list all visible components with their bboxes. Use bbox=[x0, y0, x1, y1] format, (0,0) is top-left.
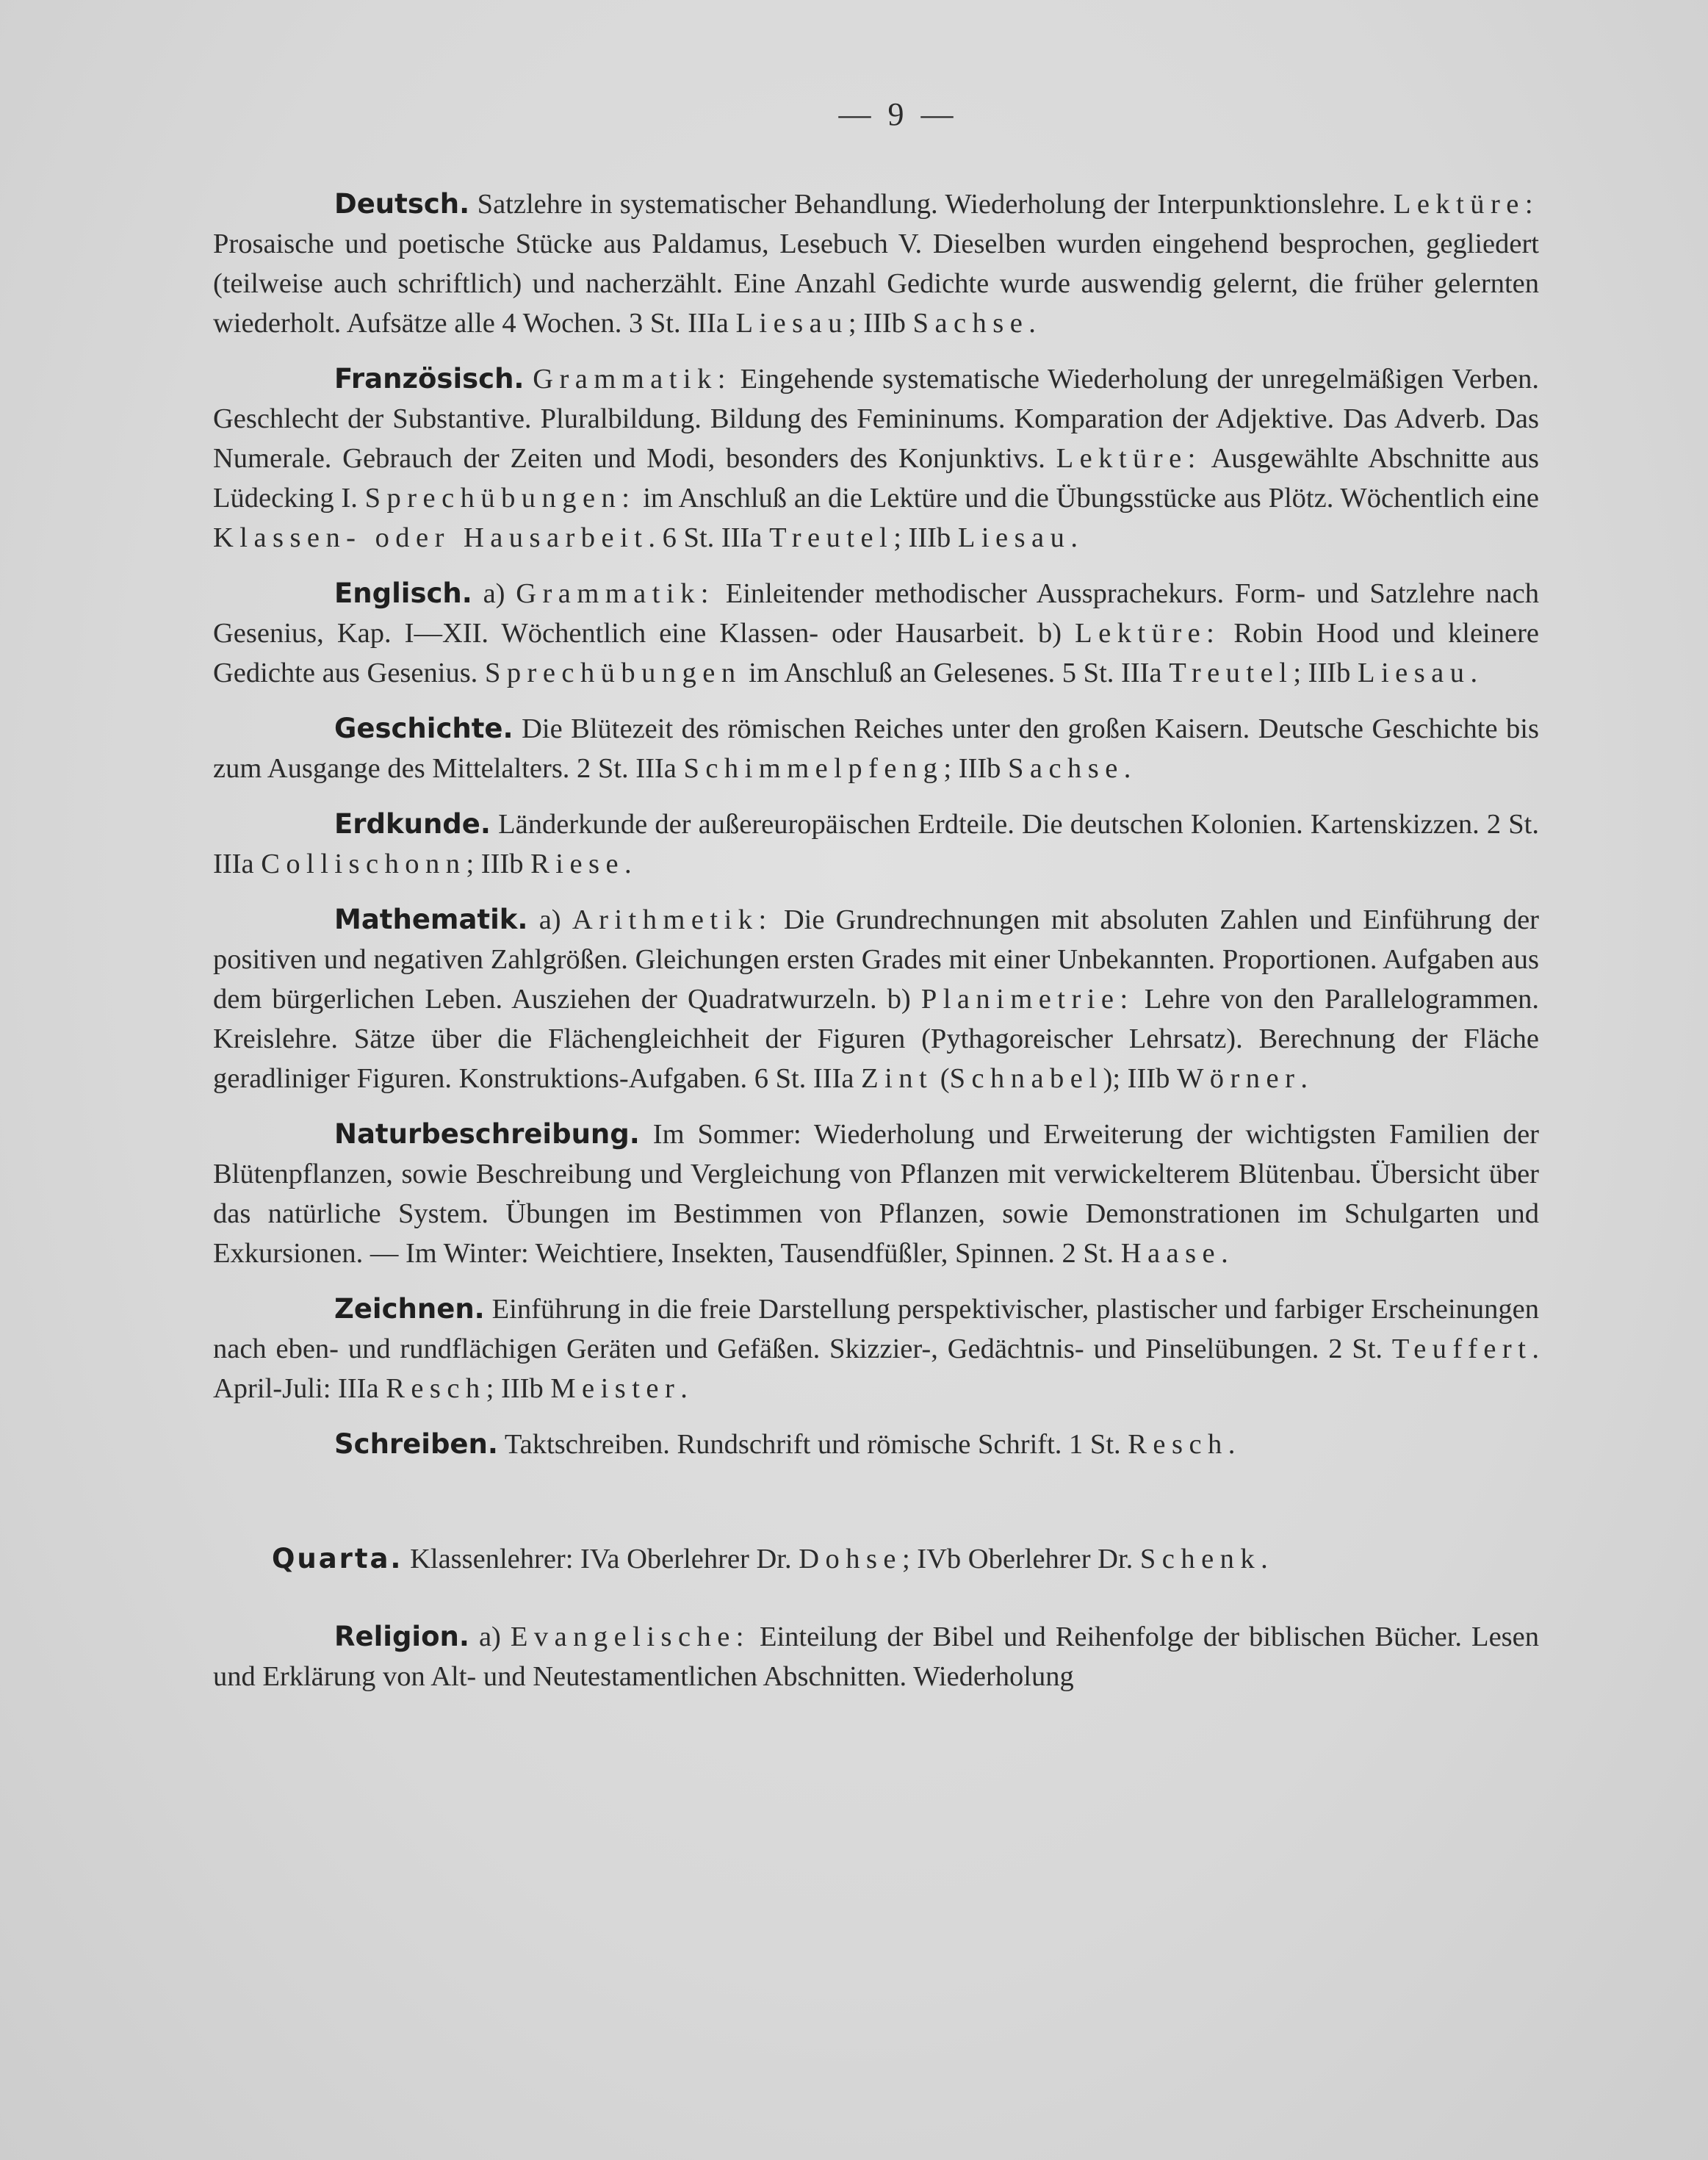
body-text: . 6 St. IIIa bbox=[648, 522, 770, 553]
class-heading-quarta bbox=[213, 1539, 1539, 1579]
section-schreiben bbox=[213, 1425, 1539, 1464]
body-text: Prosaische und poetische Stücke aus Paldamus, Lesebuch V. Dieselben wurden eingehend besprochen, gegliedert (teilweise auch schriftlich) und nacherzählt. Eine Anzahl Gedichte wurde auswendig gelernt, die früher gelernten wiederholt. Aufsätze alle 4 Wochen. 3 St. IIIa bbox=[213, 228, 1539, 339]
spaced-emphasis: Arithmetik: bbox=[572, 904, 773, 935]
spaced-emphasis: Treutel bbox=[1169, 658, 1294, 688]
body-text: Einteilung der Bibel und Reihenfolge der biblischen Bücher. Lesen und Erklärung von Alt- und Neutestamentlichen Abschnitten. Wiederholung bbox=[213, 1621, 1539, 1692]
body-text: . April-Juli: IIIa bbox=[213, 1333, 1539, 1404]
section-zeichnen bbox=[213, 1289, 1539, 1408]
body-text: . bbox=[1228, 1429, 1236, 1460]
body-text: . bbox=[1470, 658, 1478, 688]
body-text: . bbox=[1123, 753, 1131, 784]
spaced-emphasis: Liesau bbox=[1357, 658, 1471, 688]
section-geschichte bbox=[213, 709, 1539, 788]
spaced-emphasis: Resch bbox=[386, 1373, 486, 1404]
section-religion bbox=[213, 1617, 1539, 1696]
page-number: — 9 — bbox=[838, 96, 958, 132]
spaced-emphasis: Planimetrie: bbox=[920, 984, 1134, 1015]
body-text: Einführung in die freie Darstellung perspektivischer, plastischer und farbiger Erscheinungen nach eben- und rundflächigen Geräten und Gefäßen. Skizzier-, Gedächtnis- und Pinselübungen. 2 St. bbox=[213, 1294, 1539, 1364]
spaced-emphasis: Teuffert bbox=[1391, 1333, 1532, 1364]
section-heading: Geschichte. bbox=[334, 713, 514, 744]
spaced-emphasis: Zint bbox=[861, 1063, 934, 1094]
body-text: a) bbox=[527, 904, 572, 935]
section-mathematik bbox=[213, 900, 1539, 1098]
spaced-emphasis: Haase bbox=[1120, 1238, 1222, 1269]
spaced-emphasis: Dohse bbox=[799, 1544, 902, 1574]
body-text: Robin Hood und kleinere Gedichte aus Gesenius. bbox=[213, 618, 1539, 688]
section-deutsch bbox=[213, 184, 1539, 343]
body-text: Einleitender methodischer Aussprachekurs. Form- und Satzlehre nach Gesenius, Kap. I—XII. Wöchentlich eine Klassen- oder Hausarbeit. b) bbox=[213, 578, 1539, 649]
body-text: ; IIIb bbox=[943, 753, 1009, 784]
body-text: . bbox=[1221, 1238, 1228, 1269]
body-text: Länderkunde der außereuropäischen Erdteile. Die deutschen Kolonien. Kartenskizzen. 2 St. IIIa bbox=[213, 809, 1539, 879]
spaced-emphasis: Schnabel bbox=[949, 1063, 1103, 1094]
body-text: a) bbox=[469, 1621, 511, 1652]
body-text: . bbox=[680, 1373, 688, 1404]
spaced-emphasis: Grammatik: bbox=[516, 578, 715, 609]
spaced-emphasis: Evangelische: bbox=[510, 1621, 750, 1652]
spaced-emphasis: Lektüre: bbox=[1056, 443, 1202, 474]
body-text: . bbox=[624, 849, 632, 879]
section-erdkunde bbox=[213, 804, 1539, 884]
body-text: . bbox=[1028, 308, 1036, 339]
spaced-emphasis: Collischonn bbox=[261, 849, 466, 879]
body-text: Taktschreiben. Rundschrift und römische Schrift. 1 St. bbox=[497, 1429, 1128, 1460]
section-heading: Französisch. bbox=[334, 363, 525, 395]
spaced-emphasis: Sprechübungen bbox=[484, 658, 742, 688]
body-text: Klassenlehrer: IVa Oberlehrer Dr. bbox=[403, 1544, 799, 1574]
spaced-emphasis: Grammatik: bbox=[533, 364, 732, 395]
body-text: ; IIIb bbox=[466, 849, 531, 879]
spaced-emphasis: Klassen- oder Hausarbeit bbox=[213, 522, 649, 553]
body-text: ; IIIb bbox=[486, 1373, 551, 1404]
body-text: Ausgewählte Abschnitte aus Lüdecking I. bbox=[213, 443, 1539, 514]
spacer bbox=[213, 1480, 1539, 1539]
spaced-emphasis: Treutel bbox=[769, 522, 894, 553]
section-heading: Zeichnen. bbox=[334, 1293, 485, 1325]
body-text: im Anschluß an Gelesenes. 5 St. IIIa bbox=[741, 658, 1170, 688]
section-englisch bbox=[213, 574, 1539, 693]
section-heading: Deutsch. bbox=[334, 188, 470, 220]
section-heading: Quarta. bbox=[272, 1543, 403, 1574]
section-heading: Mathematik. bbox=[334, 904, 528, 935]
spaced-emphasis: Sachse bbox=[1008, 753, 1124, 784]
spaced-emphasis: Riese bbox=[530, 849, 625, 879]
section-heading: Englisch. bbox=[334, 577, 472, 609]
body-text: ; IIIb bbox=[848, 308, 913, 339]
body-text bbox=[524, 364, 533, 395]
body-text: Eingehende systematische Wiederholung der unregelmäßigen Verben. Geschlecht der Substantive. Pluralbildung. Bildung des Femininums. Komparation der Adjektive. Das Adverb. Das Numerale. Gebrauch der Zeiten und Modi, besonders des Konjunktivs. bbox=[213, 364, 1539, 474]
section-heading: Erdkunde. bbox=[334, 808, 491, 840]
section-heading: Naturbeschreibung. bbox=[334, 1118, 640, 1150]
spaced-emphasis: Lektüre: bbox=[1393, 189, 1539, 220]
body-text: Im Sommer: Wiederholung und Erweiterung der wichtigsten Familien der Blütenpflanzen, sowie Beschreibung und Vergleichung von Pflanzen mit verwickelterem Blütenbau. Übersicht über das natürliche System. Übungen im Bestimmen von Pflanzen, sowie Demonstrationen im Schulgarten und Exkursionen. — Im Winter: Weichtiere, Insekten, Tausendfüßler, Spinnen. 2 St. bbox=[213, 1119, 1539, 1269]
body-text: Lehre von den Parallelogrammen. Kreislehre. Sätze über die Flächengleichheit der Figuren (Pythagoreischer Lehrsatz). Berechnung der Fläche geradliniger Figuren. Konstruktions-Aufgaben. 6 St. IIIa bbox=[213, 984, 1539, 1094]
section-franzoesisch bbox=[213, 359, 1539, 558]
section-heading: Religion. bbox=[334, 1621, 469, 1652]
body-text: Die Blütezeit des römischen Reiches unter den großen Kaisern. Deutsche Geschichte bis zum Ausgange des Mittelalters. 2 St. IIIa bbox=[213, 713, 1539, 784]
body-text: Satzlehre in systematischer Behandlung. Wiederholung der Interpunktionslehre. bbox=[469, 189, 1394, 220]
body-text: . bbox=[1261, 1544, 1268, 1574]
spaced-emphasis: Resch bbox=[1128, 1429, 1228, 1460]
section-naturbeschreibung bbox=[213, 1115, 1539, 1273]
body-text: . bbox=[1070, 522, 1078, 553]
spaced-emphasis: Schenk bbox=[1139, 1544, 1261, 1574]
spaced-emphasis: Sprechübungen: bbox=[364, 483, 636, 514]
spaced-emphasis: Schimmelpfeng bbox=[683, 753, 944, 784]
section-heading: Schreiben. bbox=[334, 1428, 498, 1460]
body-text: ; IVb Oberlehrer Dr. bbox=[901, 1544, 1140, 1574]
body-text: ; IIIb bbox=[893, 522, 958, 553]
spaced-emphasis: Meister bbox=[550, 1373, 681, 1404]
body-text: Die Grundrechnungen mit absoluten Zahlen und Einführung der positiven und negativen Zahlgrößen. Gleichungen ersten Grades mit einer Unbekannten. Proportionen. Aufgaben aus dem bürgerlichen Leben. Ausziehen der Quadratwurzeln. b) bbox=[213, 904, 1539, 1015]
spaced-emphasis: Wörner bbox=[1176, 1063, 1301, 1094]
body-text: . bbox=[1300, 1063, 1308, 1094]
body-text: a) bbox=[472, 578, 516, 609]
spaced-emphasis: Sachse bbox=[912, 308, 1029, 339]
body-text: ); IIIb bbox=[1103, 1063, 1177, 1094]
body-text: ( bbox=[933, 1063, 950, 1094]
spaced-emphasis: Liesau bbox=[735, 308, 848, 339]
spaced-emphasis: Lektüre: bbox=[1075, 618, 1221, 649]
spaced-emphasis: Liesau bbox=[957, 522, 1071, 553]
body-text: ; IIIb bbox=[1293, 658, 1358, 688]
body-text: im Anschluß an die Lektüre und die Übungsstücke aus Plötz. Wöchentlich eine bbox=[635, 483, 1539, 514]
